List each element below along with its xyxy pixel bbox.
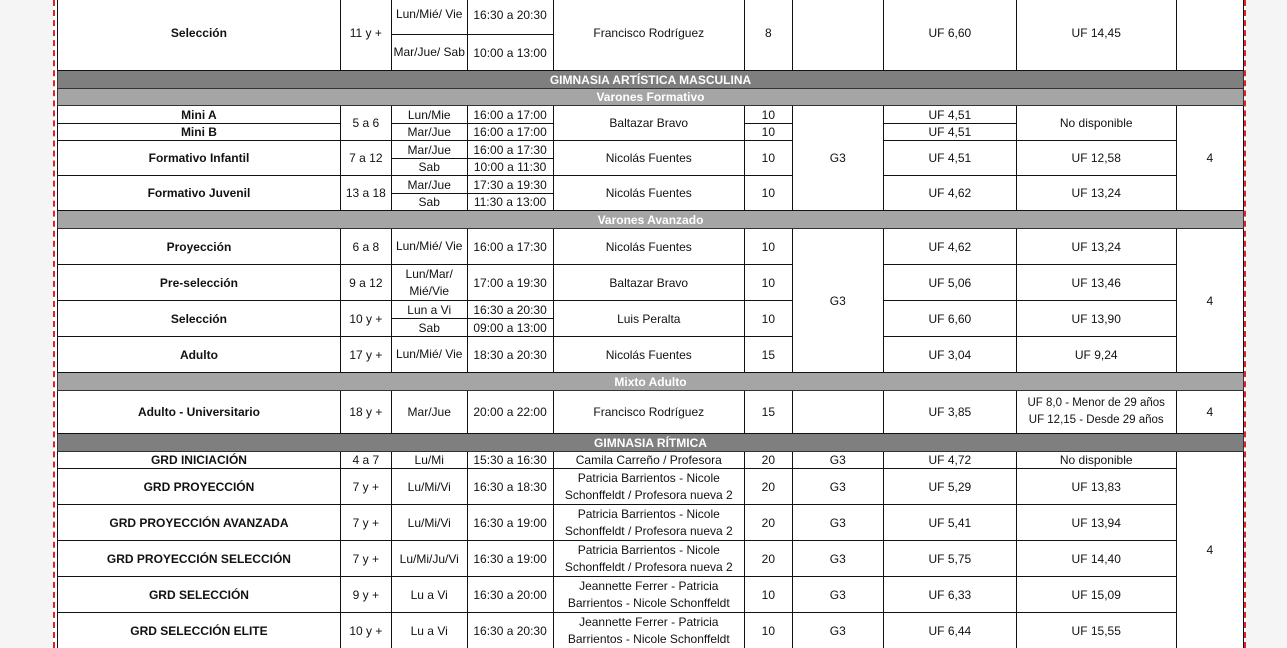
extra-cell: 4 <box>1176 106 1243 211</box>
cupos-cell: 10 <box>745 106 793 124</box>
program-cell: Formativo Infantil <box>58 141 341 176</box>
group-cell: G3 <box>792 505 883 541</box>
program-cell: Selección <box>58 0 341 71</box>
program-cell: Adulto <box>58 337 341 373</box>
days-cell: Mar/Jue <box>391 141 467 159</box>
hours-cell: 10:00 a 11:30 <box>467 159 553 176</box>
table-row <box>58 613 1244 648</box>
fee-cell: UF 3,04 <box>883 337 1016 373</box>
fee-cell: UF 4,51 <box>883 106 1016 124</box>
age-cell: 10 y + <box>340 301 391 337</box>
fee-cell: UF 4,51 <box>883 124 1016 141</box>
program-cell: Proyección <box>58 229 341 265</box>
table-row <box>58 301 1244 319</box>
age-cell: 4 a 7 <box>340 452 391 469</box>
age-cell: 10 y + <box>340 613 391 648</box>
cupos-cell: 20 <box>745 505 793 541</box>
fee-cell: UF 4,62 <box>883 176 1016 211</box>
days-cell: Lu/Mi <box>391 452 467 469</box>
days-cell: Sab <box>391 159 467 176</box>
fee-cell: UF 14,45 <box>1016 0 1176 71</box>
cupos-cell: 15 <box>745 391 793 434</box>
table-row <box>58 505 1244 541</box>
fee-cell: UF 13,24 <box>1016 176 1176 211</box>
table-row <box>58 265 1244 301</box>
hours-cell: 16:30 a 20:30 <box>467 0 553 35</box>
cupos-cell: 10 <box>745 176 793 211</box>
subsection-title: Varones Avanzado <box>58 211 1244 229</box>
group-cell <box>792 391 883 434</box>
fee-line: UF 12,15 - Desde 29 años <box>1028 414 1164 426</box>
program-cell: Pre-selección <box>58 265 341 301</box>
table-row <box>58 452 1244 469</box>
cupos-cell: 10 <box>745 613 793 648</box>
group-cell: G3 <box>792 229 883 373</box>
extra-cell: 4 <box>1176 452 1243 648</box>
days-cell: Mar/Jue <box>391 124 467 141</box>
hours-cell: 16:30 a 19:00 <box>467 505 553 541</box>
table-row <box>58 541 1244 577</box>
subsection-header <box>58 89 1244 106</box>
cupos-cell: 10 <box>745 141 793 176</box>
program-cell: GRD SELECCIÓN ELITE <box>58 613 341 648</box>
cupos-cell: 15 <box>745 337 793 373</box>
cupos-cell: 10 <box>745 577 793 613</box>
fee-cell: UF 13,90 <box>1016 301 1176 337</box>
days-cell: Lun a Vi <box>391 301 467 319</box>
section-header <box>58 434 1244 452</box>
fee-cell: UF 15,09 <box>1016 577 1176 613</box>
days-cell: Sab <box>391 319 467 337</box>
days-cell: Lun/Mié/ Vie <box>391 0 467 35</box>
cupos-cell: 8 <box>745 0 793 71</box>
days-cell: Lu/Mi/Ju/Vi <box>391 541 467 577</box>
days-cell: Lun/Mar/ Mié/Vie <box>391 265 467 301</box>
coach-cell: Jeannette Ferrer - Patricia Barrientos - Nicole Schonffeldt <box>553 577 745 613</box>
days-cell: Lu/Mi/Vi <box>391 469 467 505</box>
fee-cell: UF 6,44 <box>883 613 1016 648</box>
days-cell: Lun/Mie <box>391 106 467 124</box>
fee-cell: UF 5,75 <box>883 541 1016 577</box>
hours-cell: 16:30 a 18:30 <box>467 469 553 505</box>
coach-cell: Baltazar Bravo <box>553 265 745 301</box>
cupos-cell: 10 <box>745 229 793 265</box>
fee-line: UF 8,0 - Menor de 29 años <box>1027 397 1165 409</box>
fee-cell: UF 15,55 <box>1016 613 1176 648</box>
fee-cell: UF 12,58 <box>1016 141 1176 176</box>
days-cell: Lu a Vi <box>391 577 467 613</box>
age-cell: 9 a 12 <box>340 265 391 301</box>
program-cell: GRD SELECCIÓN <box>58 577 341 613</box>
hours-cell: 18:30 a 20:30 <box>467 337 553 373</box>
program-cell: GRD PROYECCIÓN AVANZADA <box>58 505 341 541</box>
days-cell: Lun/Mié/ Vie <box>391 229 467 265</box>
age-cell: 7 y + <box>340 541 391 577</box>
coach-cell: Nicolás Fuentes <box>553 176 745 211</box>
cupos-cell: 20 <box>745 452 793 469</box>
cupos-cell: 20 <box>745 469 793 505</box>
fee-cell: UF 13,83 <box>1016 469 1176 505</box>
fee-cell: UF 14,40 <box>1016 541 1176 577</box>
days-cell: Mar/Jue/ Sab <box>391 35 467 71</box>
table-row <box>58 106 1244 124</box>
subsection-title: Mixto Adulto <box>58 373 1244 391</box>
hours-cell: 20:00 a 22:00 <box>467 391 553 434</box>
table-row <box>58 577 1244 613</box>
age-cell: 6 a 8 <box>340 229 391 265</box>
cupos-cell: 10 <box>745 301 793 337</box>
fee-cell: UF 9,24 <box>1016 337 1176 373</box>
table-row <box>58 0 1244 35</box>
fee-cell: UF 13,24 <box>1016 229 1176 265</box>
age-cell: 7 y + <box>340 469 391 505</box>
fee-cell: UF 4,72 <box>883 452 1016 469</box>
coach-cell: Nicolás Fuentes <box>553 141 745 176</box>
hours-cell: 11:30 a 13:00 <box>467 194 553 211</box>
cupos-cell: 10 <box>745 265 793 301</box>
extra-cell: 4 <box>1176 391 1243 434</box>
fee-cell: UF 5,41 <box>883 505 1016 541</box>
table-row <box>58 176 1244 194</box>
table-row <box>58 391 1244 434</box>
age-cell: 13 a 18 <box>340 176 391 211</box>
cupos-cell: 20 <box>745 541 793 577</box>
age-cell: 7 a 12 <box>340 141 391 176</box>
hours-cell: 16:30 a 19:00 <box>467 541 553 577</box>
program-cell: Formativo Juvenil <box>58 176 341 211</box>
extra-cell <box>1176 0 1243 71</box>
coach-cell: Jeannette Ferrer - Patricia Barrientos - Nicole Schonffeldt <box>553 613 745 648</box>
hours-cell: 15:30 a 16:30 <box>467 452 553 469</box>
group-cell: G3 <box>792 106 883 211</box>
cupos-cell: 10 <box>745 124 793 141</box>
coach-cell: Francisco Rodríguez <box>553 0 745 71</box>
days-cell: Mar/Jue <box>391 391 467 434</box>
subsection-title: Varones Formativo <box>58 89 1244 106</box>
hours-cell: 09:00 a 13:00 <box>467 319 553 337</box>
hours-cell: 10:00 a 13:00 <box>467 35 553 71</box>
table-row <box>58 141 1244 159</box>
coach-cell: Nicolás Fuentes <box>553 337 745 373</box>
coach-cell: Francisco Rodríguez <box>553 391 745 434</box>
program-cell: GRD PROYECCIÓN <box>58 469 341 505</box>
program-cell: Adulto - Universitario <box>58 391 341 434</box>
group-cell <box>792 0 883 71</box>
table-row <box>58 469 1244 505</box>
fee-cell: UF 6,60 <box>883 301 1016 337</box>
hours-cell: 17:00 a 19:30 <box>467 265 553 301</box>
fee-cell: UF 5,29 <box>883 469 1016 505</box>
fee-cell: UF 3,85 <box>883 391 1016 434</box>
section-title: GIMNASIA ARTÍSTICA MASCULINA <box>58 71 1244 89</box>
program-cell: Mini B <box>58 124 341 141</box>
table-row <box>58 337 1244 373</box>
schedule-sheet <box>53 0 1246 648</box>
age-cell: 7 y + <box>340 505 391 541</box>
program-cell: Mini A <box>58 106 341 124</box>
group-cell: G3 <box>792 452 883 469</box>
group-cell: G3 <box>792 577 883 613</box>
coach-cell: Patricia Barrientos - Nicole Schonffeldt / Profesora nueva 2 <box>553 469 745 505</box>
coach-cell: Baltazar Bravo <box>553 106 745 141</box>
days-cell: Lu/Mi/Vi <box>391 505 467 541</box>
days-cell: Lu a Vi <box>391 613 467 648</box>
table-row <box>58 229 1244 265</box>
fee-cell: UF 13,46 <box>1016 265 1176 301</box>
program-cell: GRD INICIACIÓN <box>58 452 341 469</box>
fee-cell: UF 6,60 <box>883 0 1016 71</box>
program-cell: GRD PROYECCIÓN SELECCIÓN <box>58 541 341 577</box>
hours-cell: 16:30 a 20:30 <box>467 613 553 648</box>
hours-cell: 16:00 a 17:30 <box>467 229 553 265</box>
group-cell: G3 <box>792 469 883 505</box>
section-header <box>58 71 1244 89</box>
age-cell: 9 y + <box>340 577 391 613</box>
age-cell: 11 y + <box>340 0 391 71</box>
hours-cell: 16:00 a 17:00 <box>467 124 553 141</box>
fee-cell: UF 4,62 <box>883 229 1016 265</box>
fee-cell: No disponible <box>1016 452 1176 469</box>
coach-cell: Luis Peralta <box>553 301 745 337</box>
fee-cell: No disponible <box>1016 106 1176 141</box>
age-cell: 5 a 6 <box>340 106 391 141</box>
hours-cell: 16:00 a 17:00 <box>467 106 553 124</box>
hours-cell: 16:30 a 20:30 <box>467 301 553 319</box>
group-cell: G3 <box>792 613 883 648</box>
fee-cell: UF 6,33 <box>883 577 1016 613</box>
fee-cell <box>1016 391 1176 434</box>
days-cell: Lun/Mié/ Vie <box>391 337 467 373</box>
coach-cell: Camila Carreño / Profesora <box>553 452 745 469</box>
schedule-table <box>57 0 1244 648</box>
section-title: GIMNASIA RÍTMICA <box>58 434 1244 452</box>
hours-cell: 16:30 a 20:00 <box>467 577 553 613</box>
age-cell: 18 y + <box>340 391 391 434</box>
coach-cell: Patricia Barrientos - Nicole Schonffeldt / Profesora nueva 2 <box>553 505 745 541</box>
days-cell: Sab <box>391 194 467 211</box>
days-cell: Mar/Jue <box>391 176 467 194</box>
subsection-header <box>58 373 1244 391</box>
subsection-header <box>58 211 1244 229</box>
coach-cell: Nicolás Fuentes <box>553 229 745 265</box>
group-cell: G3 <box>792 541 883 577</box>
fee-cell: UF 5,06 <box>883 265 1016 301</box>
coach-cell: Patricia Barrientos - Nicole Schonffeldt / Profesora nueva 2 <box>553 541 745 577</box>
hours-cell: 16:00 a 17:30 <box>467 141 553 159</box>
fee-cell: UF 4,51 <box>883 141 1016 176</box>
age-cell: 17 y + <box>340 337 391 373</box>
fee-cell: UF 13,94 <box>1016 505 1176 541</box>
program-cell: Selección <box>58 301 341 337</box>
hours-cell: 17:30 a 19:30 <box>467 176 553 194</box>
extra-cell: 4 <box>1176 229 1243 373</box>
